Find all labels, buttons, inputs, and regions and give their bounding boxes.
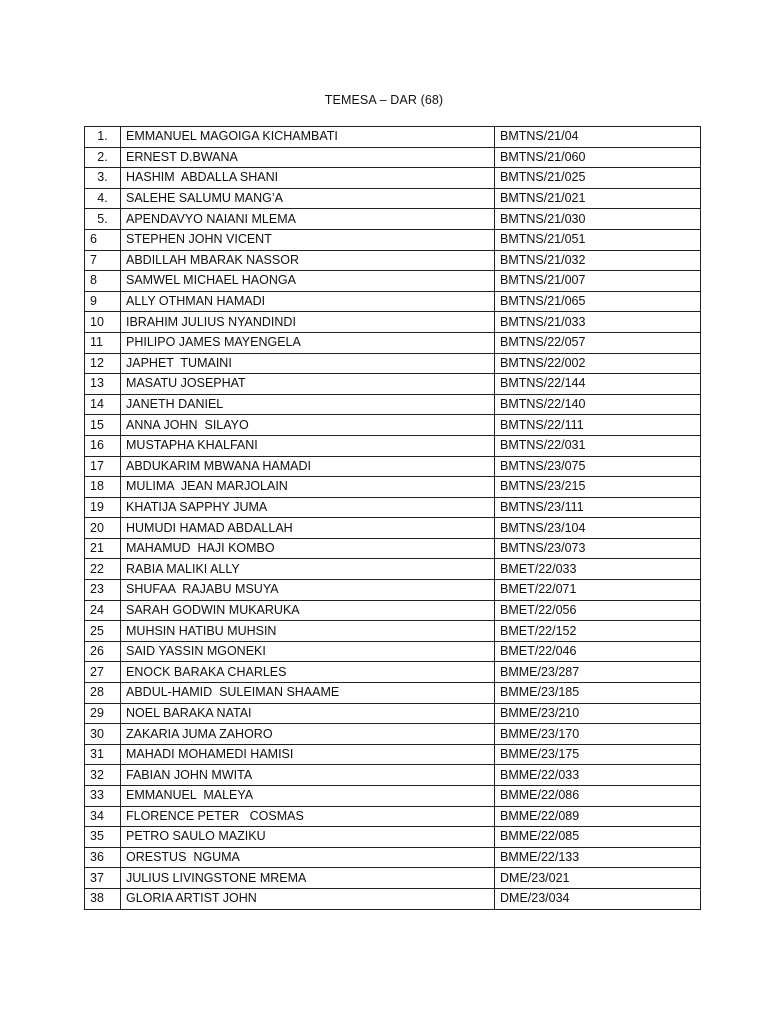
table-row	[85, 847, 701, 868]
registration-number-cell: BMME/22/086	[495, 786, 701, 807]
row-number-cell: 28	[85, 683, 121, 704]
table-row	[85, 744, 701, 765]
registration-number-cell: BMTNS/22/057	[495, 332, 701, 353]
table-row	[85, 394, 701, 415]
student-name-cell: ALLY OTHMAN HAMADI	[121, 291, 495, 312]
table-row	[85, 641, 701, 662]
student-name-cell: JANETH DANIEL	[121, 394, 495, 415]
registration-number-cell: BMTNS/23/073	[495, 538, 701, 559]
table-row	[85, 250, 701, 271]
student-name-cell: JAPHET TUMAINI	[121, 353, 495, 374]
table-row	[85, 786, 701, 807]
student-name-cell: FABIAN JOHN MWITA	[121, 765, 495, 786]
table-row	[85, 806, 701, 827]
student-name-cell: FLORENCE PETER COSMAS	[121, 806, 495, 827]
table-row	[85, 188, 701, 209]
row-number-cell: 30	[85, 724, 121, 745]
row-number-cell: 23	[85, 580, 121, 601]
registration-number-cell: BMTNS/21/051	[495, 229, 701, 250]
student-name-cell: ZAKARIA JUMA ZAHORO	[121, 724, 495, 745]
student-name-cell: RABIA MALIKI ALLY	[121, 559, 495, 580]
row-number-cell: 2.	[85, 147, 121, 168]
row-number-cell: 12	[85, 353, 121, 374]
student-name-cell: ORESTUS NGUMA	[121, 847, 495, 868]
row-number-cell: 36	[85, 847, 121, 868]
roster-table	[84, 126, 701, 910]
row-number-cell: 5.	[85, 209, 121, 230]
registration-number-cell: BMTNS/23/104	[495, 518, 701, 539]
student-name-cell: PETRO SAULO MAZIKU	[121, 827, 495, 848]
registration-number-cell: BMET/22/033	[495, 559, 701, 580]
table-row	[85, 435, 701, 456]
student-name-cell: ABDUL-HAMID SULEIMAN SHAAME	[121, 683, 495, 704]
row-number-cell: 35	[85, 827, 121, 848]
table-row	[85, 374, 701, 395]
table-row	[85, 724, 701, 745]
row-number-cell: 13	[85, 374, 121, 395]
registration-number-cell: BMTNS/22/031	[495, 435, 701, 456]
row-number-cell: 14	[85, 394, 121, 415]
row-number-cell: 26	[85, 641, 121, 662]
student-name-cell: MAHAMUD HAJI KOMBO	[121, 538, 495, 559]
registration-number-cell: BMTNS/21/030	[495, 209, 701, 230]
registration-number-cell: BMME/22/133	[495, 847, 701, 868]
table-row	[85, 538, 701, 559]
table-row	[85, 765, 701, 786]
registration-number-cell: BMME/23/287	[495, 662, 701, 683]
table-row	[85, 353, 701, 374]
student-name-cell: ABDILLAH MBARAK NASSOR	[121, 250, 495, 271]
row-number-cell: 15	[85, 415, 121, 436]
student-name-cell: HASHIM ABDALLA SHANI	[121, 168, 495, 189]
registration-number-cell: BMTNS/21/025	[495, 168, 701, 189]
roster-table-body	[85, 127, 701, 910]
registration-number-cell: BMME/23/185	[495, 683, 701, 704]
student-name-cell: SAMWEL MICHAEL HAONGA	[121, 271, 495, 292]
student-name-cell: HUMUDI HAMAD ABDALLAH	[121, 518, 495, 539]
table-row	[85, 518, 701, 539]
registration-number-cell: BMET/22/071	[495, 580, 701, 601]
student-name-cell: PHILIPO JAMES MAYENGELA	[121, 332, 495, 353]
table-row	[85, 456, 701, 477]
row-number-cell: 34	[85, 806, 121, 827]
student-name-cell: IBRAHIM JULIUS NYANDINDI	[121, 312, 495, 333]
table-row	[85, 827, 701, 848]
row-number-cell: 22	[85, 559, 121, 580]
registration-number-cell: BMME/23/175	[495, 744, 701, 765]
table-row	[85, 477, 701, 498]
row-number-cell: 18	[85, 477, 121, 498]
registration-number-cell: BMTNS/22/140	[495, 394, 701, 415]
registration-number-cell: BMTNS/22/144	[495, 374, 701, 395]
registration-number-cell: BMME/22/089	[495, 806, 701, 827]
table-row	[85, 271, 701, 292]
row-number-cell: 16	[85, 435, 121, 456]
row-number-cell: 4.	[85, 188, 121, 209]
registration-number-cell: BMTNS/23/215	[495, 477, 701, 498]
registration-number-cell: BMTNS/23/111	[495, 497, 701, 518]
row-number-cell: 17	[85, 456, 121, 477]
registration-number-cell: BMME/23/170	[495, 724, 701, 745]
table-row	[85, 291, 701, 312]
student-name-cell: MUSTAPHA KHALFANI	[121, 435, 495, 456]
row-number-cell: 3.	[85, 168, 121, 189]
student-name-cell: ENOCK BARAKA CHARLES	[121, 662, 495, 683]
row-number-cell: 9	[85, 291, 121, 312]
table-row	[85, 600, 701, 621]
student-name-cell: JULIUS LIVINGSTONE MREMA	[121, 868, 495, 889]
table-row	[85, 147, 701, 168]
student-name-cell: EMMANUEL MAGOIGA KICHAMBATI	[121, 127, 495, 148]
table-row	[85, 497, 701, 518]
table-row	[85, 332, 701, 353]
table-row	[85, 312, 701, 333]
row-number-cell: 31	[85, 744, 121, 765]
row-number-cell: 27	[85, 662, 121, 683]
registration-number-cell: BMME/22/033	[495, 765, 701, 786]
row-number-cell: 1.	[85, 127, 121, 148]
student-name-cell: STEPHEN JOHN VICENT	[121, 229, 495, 250]
student-name-cell: APENDAVYO NAIANI MLEMA	[121, 209, 495, 230]
registration-number-cell: BMET/22/046	[495, 641, 701, 662]
student-name-cell: SALEHE SALUMU MANG’A	[121, 188, 495, 209]
row-number-cell: 8	[85, 271, 121, 292]
registration-number-cell: BMTNS/22/002	[495, 353, 701, 374]
row-number-cell: 6	[85, 229, 121, 250]
table-row	[85, 703, 701, 724]
registration-number-cell: BMTNS/22/111	[495, 415, 701, 436]
student-name-cell: ERNEST D.BWANA	[121, 147, 495, 168]
row-number-cell: 38	[85, 888, 121, 909]
table-row	[85, 415, 701, 436]
table-row	[85, 580, 701, 601]
student-name-cell: GLORIA ARTIST JOHN	[121, 888, 495, 909]
registration-number-cell: BMTNS/21/04	[495, 127, 701, 148]
row-number-cell: 32	[85, 765, 121, 786]
row-number-cell: 25	[85, 621, 121, 642]
table-row	[85, 662, 701, 683]
student-name-cell: EMMANUEL MALEYA	[121, 786, 495, 807]
table-row	[85, 127, 701, 148]
registration-number-cell: BMET/22/152	[495, 621, 701, 642]
student-name-cell: MASATU JOSEPHAT	[121, 374, 495, 395]
student-name-cell: SARAH GODWIN MUKARUKA	[121, 600, 495, 621]
table-row	[85, 888, 701, 909]
row-number-cell: 33	[85, 786, 121, 807]
registration-number-cell: BMTNS/21/007	[495, 271, 701, 292]
student-name-cell: NOEL BARAKA NATAI	[121, 703, 495, 724]
row-number-cell: 20	[85, 518, 121, 539]
row-number-cell: 10	[85, 312, 121, 333]
row-number-cell: 24	[85, 600, 121, 621]
page-title: TEMESA – DAR (68)	[324, 93, 444, 107]
table-row	[85, 868, 701, 889]
row-number-cell: 7	[85, 250, 121, 271]
registration-number-cell: DME/23/034	[495, 888, 701, 909]
student-name-cell: SHUFAA RAJABU MSUYA	[121, 580, 495, 601]
row-number-cell: 11	[85, 332, 121, 353]
registration-number-cell: BMTNS/23/075	[495, 456, 701, 477]
table-row	[85, 168, 701, 189]
registration-number-cell: BMME/22/085	[495, 827, 701, 848]
registration-number-cell: BMTNS/21/021	[495, 188, 701, 209]
registration-number-cell: BMTNS/21/032	[495, 250, 701, 271]
registration-number-cell: BMTNS/21/033	[495, 312, 701, 333]
student-name-cell: ANNA JOHN SILAYO	[121, 415, 495, 436]
row-number-cell: 21	[85, 538, 121, 559]
student-name-cell: MUHSIN HATIBU MUHSIN	[121, 621, 495, 642]
student-name-cell: SAID YASSIN MGONEKI	[121, 641, 495, 662]
registration-number-cell: BMET/22/056	[495, 600, 701, 621]
table-row	[85, 559, 701, 580]
table-row	[85, 621, 701, 642]
row-number-cell: 37	[85, 868, 121, 889]
registration-number-cell: BMME/23/210	[495, 703, 701, 724]
registration-number-cell: BMTNS/21/065	[495, 291, 701, 312]
student-name-cell: MAHADI MOHAMEDI HAMISI	[121, 744, 495, 765]
table-row	[85, 229, 701, 250]
registration-number-cell: BMTNS/21/060	[495, 147, 701, 168]
table-row	[85, 209, 701, 230]
student-name-cell: ABDUKARIM MBWANA HAMADI	[121, 456, 495, 477]
student-name-cell: MULIMA JEAN MARJOLAIN	[121, 477, 495, 498]
row-number-cell: 29	[85, 703, 121, 724]
table-row	[85, 683, 701, 704]
row-number-cell: 19	[85, 497, 121, 518]
registration-number-cell: DME/23/021	[495, 868, 701, 889]
student-name-cell: KHATIJA SAPPHY JUMA	[121, 497, 495, 518]
